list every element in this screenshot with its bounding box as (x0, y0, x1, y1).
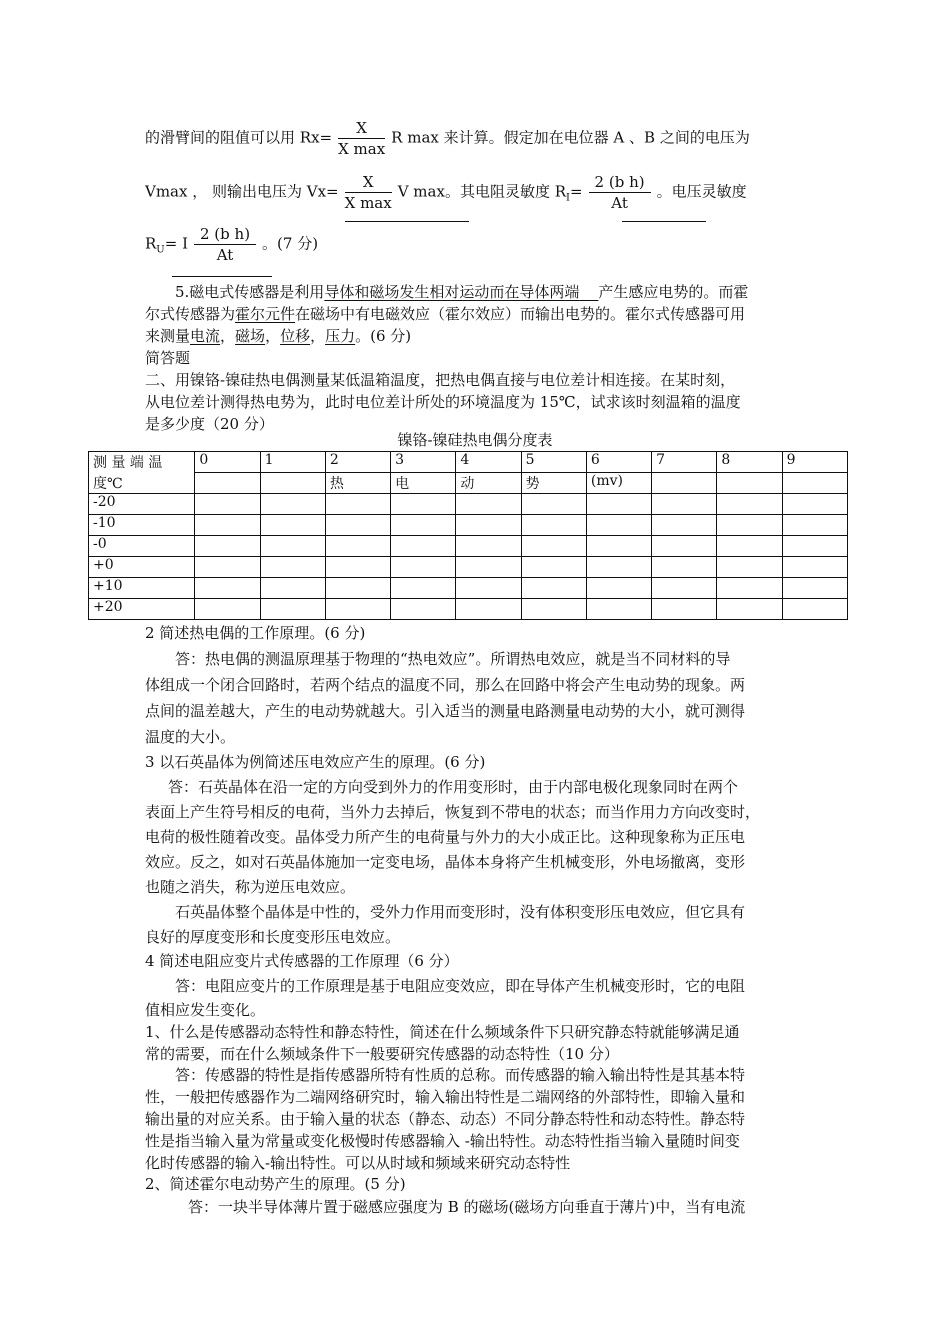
answer-line: 点间的温差越大，产生的电动势就越大。引入适当的测量电路测量电动势的大小，就可测得 (145, 702, 746, 720)
table-cell (782, 473, 847, 494)
fraction (338, 118, 385, 159)
thermocouple-table (88, 451, 848, 620)
underline-rule (622, 221, 706, 222)
formula-text: R max (391, 128, 439, 147)
q5-blank-answer: 位移 (280, 327, 311, 345)
formula-text: = I (164, 234, 188, 253)
question-heading: 2、简述霍尔电动势产生的原理。(5 分) (145, 1175, 406, 1193)
question-heading: 1、什么是传感器动态特性和静态特性，简述在什么频域条件下只研究静态特就能够满足通 (145, 1023, 740, 1041)
fraction-denominator: X max (344, 194, 392, 212)
fraction-numerator: X (338, 118, 385, 139)
table-row-label: +0 (89, 557, 195, 578)
section-title: 简答题 (145, 349, 191, 367)
table-caption: 镍铬-镍硅热电偶分度表 (397, 431, 553, 449)
q5-text: 5.磁电式传感器是利用 (175, 283, 325, 301)
table-row-label: -0 (89, 536, 195, 557)
table-header-cell: 6 (586, 452, 651, 473)
fraction-numerator: 2 (b h) (589, 172, 651, 193)
answer-line: 石英晶体整个晶体是中性的，受外力作用而变形时，没有体积变形压电效应，但它具有 (175, 903, 746, 921)
answer-line: 也随之消失，称为逆压电效应。 (145, 878, 356, 896)
formula-text: Vmax ， 则输出电压为 Vx= (145, 182, 339, 201)
table-cell (195, 473, 260, 494)
table-cell (717, 473, 782, 494)
fraction-numerator: 2 (b h) (194, 224, 256, 245)
answer-line: 性，一般把传感器作为二端网络研究时，输入输出特性是二端网络的外部特性，即输入量和 (145, 1088, 746, 1106)
formula-text: = (569, 182, 583, 201)
fraction-denominator: X max (338, 140, 386, 158)
table-cell: 动 (456, 473, 521, 494)
subscript: I (566, 192, 570, 204)
formula-text: 。(7 分) (262, 234, 319, 253)
answer-line: 值相应发生变化。 (145, 1001, 266, 1019)
question-heading: 4 简述电阻应变片式传感器的工作原理（6 分） (145, 952, 459, 970)
table-cell (652, 473, 717, 494)
answer-line: 良好的厚度变形和长度变形压电效应。 (145, 928, 401, 946)
fraction-denominator: At (216, 246, 234, 264)
formula-text: 。其电阻灵敏度 R (444, 182, 567, 201)
question-heading: 常的需要，而在什么频域条件下一般要研究传感器的动态特性（10 分） (145, 1045, 619, 1063)
formula-text: 。电压灵敏度 (656, 182, 747, 201)
table-row-label: +10 (89, 578, 195, 599)
answer-line: 效应。反之，如对石英晶体施加一定变电场，晶体本身将产生机械变形，外电场撤离，变形 (145, 853, 746, 871)
answer-line: 体组成一个闭合回路时，若两个结点的温度不同，那么在回路中将会产生电动势的现象。两 (145, 676, 746, 694)
table-header-cell: 3 (391, 452, 456, 473)
table-header-cell: 5 (521, 452, 586, 473)
fraction (589, 172, 651, 213)
answer-line: 性是指当输入量为常量或变化极慢时传感器输入 -输出特性。动态特性指当输入量随时间变 (145, 1132, 740, 1150)
table-header-row (89, 452, 848, 473)
q5-blank-answer: 磁场 (235, 327, 266, 345)
q5-text: 尔式传感器为 (145, 305, 236, 323)
table-cell: (mv) (586, 473, 651, 494)
table-header-cell: 4 (456, 452, 521, 473)
underline-rule (172, 276, 272, 277)
question-2-line: 二、用镍铬-镍硅热电偶测量某低温箱温度，把热电偶直接与电位差计相连接。在某时刻， (145, 371, 736, 389)
q5-blank-answer: 导体和磁场发生相对运动而在导体两端 (324, 283, 580, 301)
table-header-cell: 2 (325, 452, 390, 473)
fraction (345, 172, 392, 213)
q5-text: 。(6 分) (355, 327, 412, 345)
answer-line: 电荷的极性随着改变。晶体受力所产生的电荷量与外力的大小成正比。这种现象称为正压电 (145, 828, 746, 846)
question-2-line: 是多少度（20 分） (145, 415, 274, 433)
table-header-cell: 8 (717, 452, 782, 473)
table-cell (260, 473, 325, 494)
question-2-line: 从电位差计测得热电势为，此时电位差计所处的环境温度为 15℃，试求该时刻温箱的温度 (145, 393, 741, 411)
table-header-cell: 7 (652, 452, 717, 473)
answer-line: 答：热电偶的测温原理基于物理的“热电效应”。所谓热电效应，就是当不同材料的导 (175, 650, 731, 668)
table-cell: 热 (325, 473, 390, 494)
q5-blank-answer: 霍尔元件 (235, 305, 296, 323)
answer-line: 答：石英晶体在沿一定的方向受到外力的作用变形时，由于内部电极化现象同时在两个 (168, 778, 739, 796)
fraction (194, 224, 256, 265)
answer-line: 答：电阻应变片的工作原理是基于电阻应变效应，即在导体产生机械变形时，它的电阻 (175, 977, 746, 995)
table-row (89, 515, 848, 536)
formula-line-2 (145, 172, 747, 213)
answer-line: 答：传感器的特性是指传感器所特有性质的总称。而传感器的输入输出特性是其基本特 (175, 1066, 746, 1084)
table-cell: 电 (391, 473, 456, 494)
q5-text: ， (310, 327, 326, 345)
fraction-numerator: X (345, 172, 392, 193)
q5-text: 产生感应电势的。而霍 (598, 283, 749, 301)
q5-line-3 (145, 324, 411, 348)
table-header-cell: 测 量 端 温 (89, 452, 195, 473)
fraction-denominator: At (611, 194, 628, 212)
q5-text: ， (265, 327, 281, 345)
table-header-row (89, 473, 848, 494)
question-heading: 3 以石英晶体为例简述压电效应产生的原理。(6 分) (145, 753, 486, 771)
table-cell: 势 (521, 473, 586, 494)
q5-text: ， (220, 327, 236, 345)
table-row (89, 599, 848, 620)
table-row-label: +20 (89, 599, 195, 620)
subscript: U (156, 244, 165, 256)
table-header-cell: 度℃ (89, 473, 195, 494)
question-heading: 2 简述热电偶的工作原理。(6 分) (145, 624, 366, 642)
table-row-label: -10 (89, 515, 195, 536)
answer-line: 化时传感器的输入-输出特性。可以从时域和频域来研究动态特性 (145, 1154, 571, 1172)
formula-line-3 (145, 224, 318, 265)
q5-text: 来测量 (145, 327, 191, 345)
answer-line: 输出量的对应关系。由于输入量的状态（静态、动态）不同分静态特性和动态特性。静态特 (145, 1110, 746, 1128)
answer-line: 答：一块半导体薄片置于磁感应强度为 B 的磁场(磁场方向垂直于薄片)中，当有电流 (188, 1198, 746, 1216)
table-row (89, 557, 848, 578)
formula-text: 的滑臂间的阻值可以用 Rx= (145, 128, 333, 147)
underline-rule (345, 221, 469, 222)
table-header-cell: 1 (260, 452, 325, 473)
formula-line-1 (145, 118, 750, 159)
q5-text: 在磁场中有电磁效应（霍尔效应）而输出电势的。霍尔式传感器可用 (295, 305, 746, 323)
q5-blank-answer: 电流 (190, 327, 221, 345)
formula-text: R (145, 234, 157, 253)
q5-blank-answer: 压力 (325, 327, 356, 345)
table-row (89, 536, 848, 557)
q5-line-1 (175, 280, 748, 304)
table-row (89, 578, 848, 599)
table-row-label: -20 (89, 494, 195, 515)
formula-text: 来计算。假定加在电位器 A 、B 之间的电压为 (443, 128, 750, 147)
table-row (89, 494, 848, 515)
answer-line: 表面上产生符号相反的电荷，当外力去掉后，恢复到不带电的状态；而当作用力方向改变时， (145, 803, 761, 821)
answer-line: 温度的大小。 (145, 728, 236, 746)
formula-text: V max (397, 182, 445, 201)
table-header-cell: 9 (782, 452, 847, 473)
table-header-cell: 0 (195, 452, 260, 473)
q5-line-2 (145, 302, 745, 326)
